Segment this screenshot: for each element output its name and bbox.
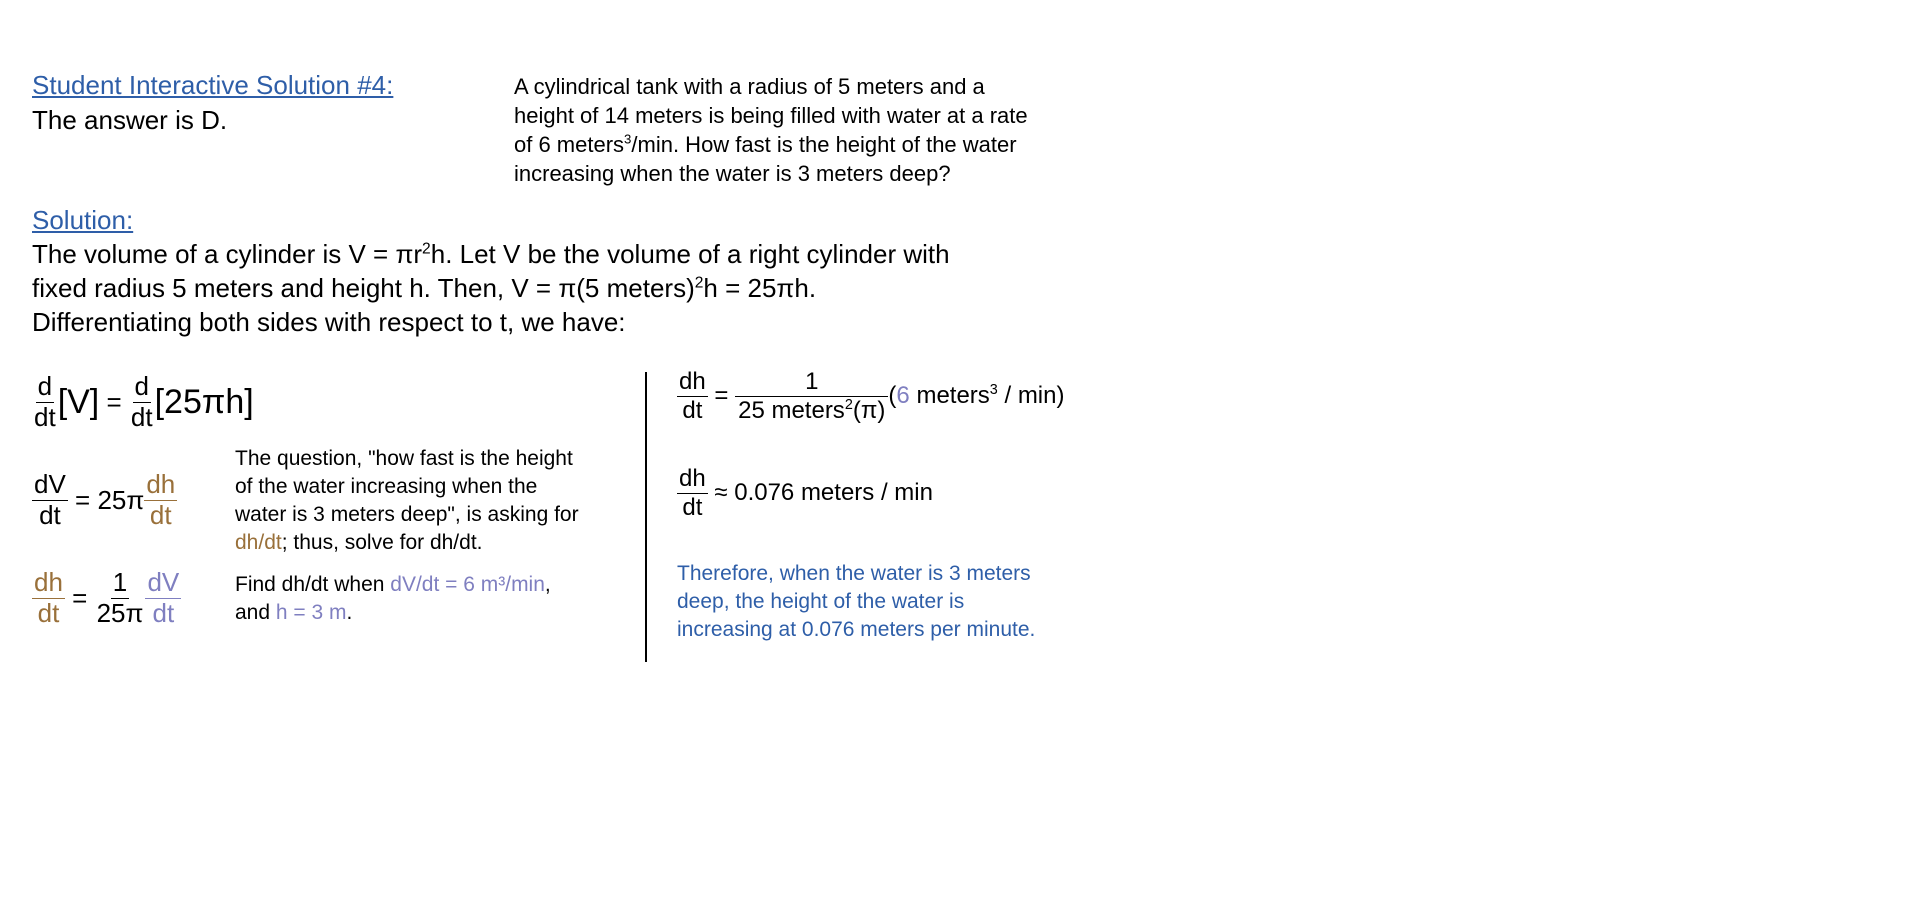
eq1-frac-left: [32, 372, 58, 433]
equation-3: [32, 568, 181, 629]
explain2-highlight-h: h = 3 m: [275, 601, 347, 624]
explain1-highlight: dh/dt: [235, 531, 282, 554]
problem-line-3-post: /min. How fast is the height of the water: [631, 132, 1017, 157]
eq1-d-right: d: [134, 371, 149, 401]
eq2-dv: dV: [34, 469, 66, 499]
explanation-2: [235, 571, 635, 627]
eq3-one: 1: [112, 567, 128, 597]
eq3-dt2: dt: [152, 597, 175, 628]
solution-line-1-pre: The volume of a cylinder is V = πr: [32, 239, 423, 269]
eq4-den-pre: 25 meters: [738, 396, 845, 424]
solution-line-2-pre: fixed radius 5 meters and height h. Then, V = π(5 meters): [32, 273, 695, 303]
problem-line-3-sup: 3: [624, 131, 632, 147]
eq1-rhs: [25πh]: [154, 382, 254, 421]
problem-line-3: [514, 130, 1114, 159]
eq2-frac-dhdt: [144, 470, 177, 531]
explain1-line-3: water is 3 meters deep", is asking for: [235, 503, 579, 526]
eq1-dt-left: dt: [34, 401, 56, 432]
eq4-m-sup: 3: [989, 382, 998, 399]
conclusion-line-3: increasing at 0.076 meters per minute.: [677, 618, 1036, 641]
eq2-dt2: dt: [149, 499, 172, 530]
equation-1: [32, 372, 254, 433]
conclusion: [677, 560, 1137, 644]
eq3-equals: =: [72, 582, 88, 613]
explain2-line-2-post: .: [346, 601, 353, 624]
eq4-factor: [888, 382, 1064, 409]
eq1-dt-right: dt: [130, 401, 153, 432]
problem-line-4: increasing when the water is 3 meters deep?: [514, 161, 951, 186]
eq4-one: 1: [735, 368, 888, 397]
eq4-dh: dh: [679, 368, 706, 395]
eq3-denom: 25π: [96, 597, 144, 628]
explanation-1: [235, 445, 635, 557]
eq4-paren-open: (: [888, 382, 897, 410]
explain1-line-4-post: ; thus, solve for dh/dt.: [281, 531, 483, 554]
explain2-line-1: [235, 571, 635, 599]
explain2-line-2: [235, 599, 635, 627]
eq3-frac-one: [95, 568, 146, 629]
eq4-denom: [736, 397, 887, 425]
eq5-dt: dt: [682, 493, 703, 521]
eq1-d-left: d: [37, 371, 53, 401]
eq2-dh: dh: [146, 469, 176, 499]
eq3-frac-dhdt: [32, 568, 65, 629]
equation-5: [677, 465, 933, 521]
explain2-highlight-dvdt: dV/dt = 6 m³/min: [390, 573, 545, 596]
solution-line-2: [32, 271, 1112, 305]
eq4-frac-dhdt: [677, 368, 708, 424]
conclusion-line-1: Therefore, when the water is 3 meters: [677, 562, 1031, 585]
eq1-v: [V]: [57, 382, 100, 421]
eq1-frac-right: [129, 372, 155, 433]
eq4-six: 6: [896, 382, 910, 410]
answer-text: The answer is D.: [32, 105, 228, 135]
solution-line-3: Differentiating both sides with respect to t, we have:: [32, 307, 626, 337]
eq1-equals: =: [106, 386, 122, 417]
problem-line-1: A cylindrical tank with a radius of 5 meters and a: [514, 74, 985, 99]
eq3-frac-dvdt: [145, 568, 181, 629]
explain1-line-2: of the water increasing when the: [235, 475, 538, 498]
eq5-frac-dhdt: [677, 465, 708, 521]
eq4-meters: meters: [909, 382, 990, 410]
solution-line-2-sup: 2: [694, 274, 704, 292]
eq4-per-min: / min): [997, 382, 1065, 410]
equation-2: [32, 470, 177, 531]
solution-heading-link[interactable]: Solution:: [32, 205, 134, 235]
problem-line-3-pre: of 6 meters: [514, 132, 625, 157]
explain2-mid: ,: [544, 573, 551, 596]
solution-line-1: [32, 237, 1112, 271]
eq5-approx: ≈ 0.076 meters / min: [714, 479, 933, 507]
explain2-line-2-pre: and: [235, 601, 276, 624]
conclusion-line-2: deep, the height of the water is: [677, 590, 965, 613]
eq3-dv: dV: [147, 567, 180, 597]
solution-line-1-sup: 2: [422, 240, 431, 258]
eq4-frac-main: [735, 368, 888, 424]
eq4-dt: dt: [682, 396, 703, 424]
solution-body: [32, 237, 1112, 339]
problem-line-2: height of 14 meters is being filled with water at a rate: [514, 103, 1028, 128]
explain2-pre: Find dh/dt when: [235, 573, 391, 596]
solution-title-link[interactable]: Student Interactive Solution #4:: [32, 70, 394, 100]
eq2-equals: = 25π: [75, 484, 145, 515]
equation-4: [677, 368, 1064, 424]
explain1-line-1: The question, "how fast is the height: [235, 447, 573, 470]
eq2-dt: dt: [39, 499, 61, 530]
column-divider: [645, 372, 647, 662]
eq4-den-sup: 2: [844, 396, 853, 413]
eq4-den-post: (π): [852, 396, 886, 424]
explain1-line-4: [235, 529, 635, 557]
solution-line-2-post: h = 25πh.: [703, 273, 817, 303]
problem-statement: [514, 72, 1114, 188]
eq2-frac-dvdt: [32, 470, 68, 531]
eq3-dh: dh: [34, 567, 63, 597]
eq5-dh: dh: [679, 465, 706, 492]
eq3-dt: dt: [37, 597, 60, 628]
solution-line-1-post: h. Let V be the volume of a right cylinder with: [430, 239, 950, 269]
eq4-equals: =: [714, 382, 729, 410]
